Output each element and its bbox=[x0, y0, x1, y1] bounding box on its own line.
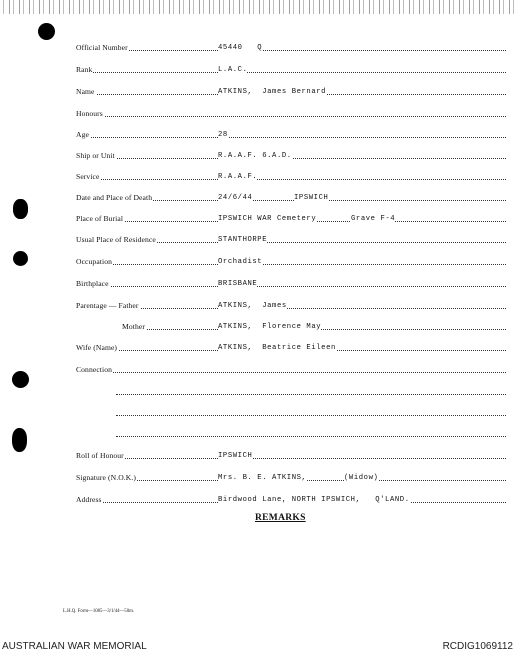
place-of-death-value: IPSWICH bbox=[294, 194, 329, 202]
official-number-value: 45440 Q bbox=[218, 44, 263, 52]
punch-hole bbox=[38, 23, 55, 40]
punch-hole bbox=[13, 199, 28, 219]
row-rank bbox=[76, 62, 506, 76]
wife-label: Wife (Name) bbox=[76, 343, 118, 352]
signature-value: Mrs. B. E. ATKINS, bbox=[218, 474, 307, 482]
row-place-burial bbox=[76, 211, 506, 225]
grave-value: Grave F-4 bbox=[351, 215, 396, 223]
name-value: ATKINS, James Bernard bbox=[218, 88, 327, 96]
father-label: Parentage — Father bbox=[76, 301, 139, 310]
wife-value: ATKINS, Beatrice Eileen bbox=[218, 344, 336, 352]
row-usual-residence bbox=[76, 232, 506, 246]
mother-value: ATKINS, Florence May bbox=[218, 323, 322, 331]
father-value: ATKINS, James bbox=[218, 302, 287, 310]
row-official-number bbox=[76, 40, 506, 54]
name-label: Name bbox=[76, 87, 95, 96]
row-address bbox=[76, 492, 506, 506]
usual-residence-label: Usual Place of Residence bbox=[76, 235, 156, 244]
birthplace-label: Birthplace bbox=[76, 279, 109, 288]
occupation-value: Orchadist bbox=[218, 258, 263, 266]
row-ship-or-unit bbox=[76, 148, 506, 162]
row-date-place-death bbox=[76, 190, 506, 204]
signature-label: Signature (N.O.K.) bbox=[76, 473, 137, 482]
row-service bbox=[76, 169, 506, 183]
footer-record-id: RCDIG1069112 bbox=[442, 641, 513, 652]
age-label: Age bbox=[76, 130, 89, 139]
archive-footer bbox=[0, 638, 517, 654]
punch-hole bbox=[13, 251, 28, 266]
signature-note-value: (Widow) bbox=[344, 474, 379, 482]
row-name bbox=[76, 84, 506, 98]
row-roll-of-honour bbox=[76, 448, 506, 462]
rank-value: L.A.C. bbox=[218, 66, 248, 74]
address-label: Address bbox=[76, 495, 102, 504]
row-birthplace bbox=[76, 276, 506, 290]
address-value: Birdwood Lane, NORTH IPSWICH, Q'LAND. bbox=[218, 496, 410, 504]
place-burial-value: IPSWICH WAR Cemetery bbox=[218, 215, 317, 223]
honours-label: Honours bbox=[76, 109, 103, 118]
punch-hole bbox=[12, 428, 27, 452]
punch-hole bbox=[12, 371, 29, 388]
usual-residence-value: STANTHORPE bbox=[218, 236, 268, 244]
place-burial-label: Place of Burial bbox=[76, 214, 124, 223]
ship-or-unit-label: Ship or Unit bbox=[76, 151, 115, 160]
row-age bbox=[76, 127, 506, 141]
row-connection bbox=[76, 362, 506, 376]
row-signature bbox=[76, 470, 506, 484]
connection-blank-line bbox=[116, 394, 506, 395]
footer-institution: AUSTRALIAN WAR MEMORIAL bbox=[2, 641, 147, 652]
occupation-label: Occupation bbox=[76, 257, 113, 266]
row-mother bbox=[76, 319, 506, 333]
scan-edge-noise bbox=[0, 0, 517, 14]
official-number-label: Official Number bbox=[76, 43, 128, 52]
connection-blank-line bbox=[116, 436, 506, 437]
remarks-heading: REMARKS bbox=[255, 513, 306, 523]
row-father bbox=[76, 298, 506, 312]
row-occupation bbox=[76, 254, 506, 268]
ship-or-unit-value: R.A.A.F. 6.A.D. bbox=[218, 152, 292, 160]
birthplace-value: BRISBANE bbox=[218, 280, 258, 288]
connection-label: Connection bbox=[76, 365, 113, 374]
roll-of-honour-value: IPSWICH bbox=[218, 452, 253, 460]
mother-label: Mother bbox=[122, 322, 145, 331]
connection-blank-line bbox=[116, 415, 506, 416]
rank-label: Rank bbox=[76, 65, 93, 74]
row-wife bbox=[76, 340, 506, 354]
age-value: 28 bbox=[218, 131, 228, 139]
service-label: Service bbox=[76, 172, 100, 181]
date-of-death-value: 24/6/44 bbox=[218, 194, 253, 202]
date-place-death-label: Date and Place of Death bbox=[76, 193, 153, 202]
service-value: R.A.A.F. bbox=[218, 173, 258, 181]
row-honours bbox=[76, 106, 506, 120]
form-number: L.H.Q. Form—1085—3/1/44—50m. bbox=[63, 609, 135, 614]
roll-of-honour-label: Roll of Honour bbox=[76, 451, 124, 460]
